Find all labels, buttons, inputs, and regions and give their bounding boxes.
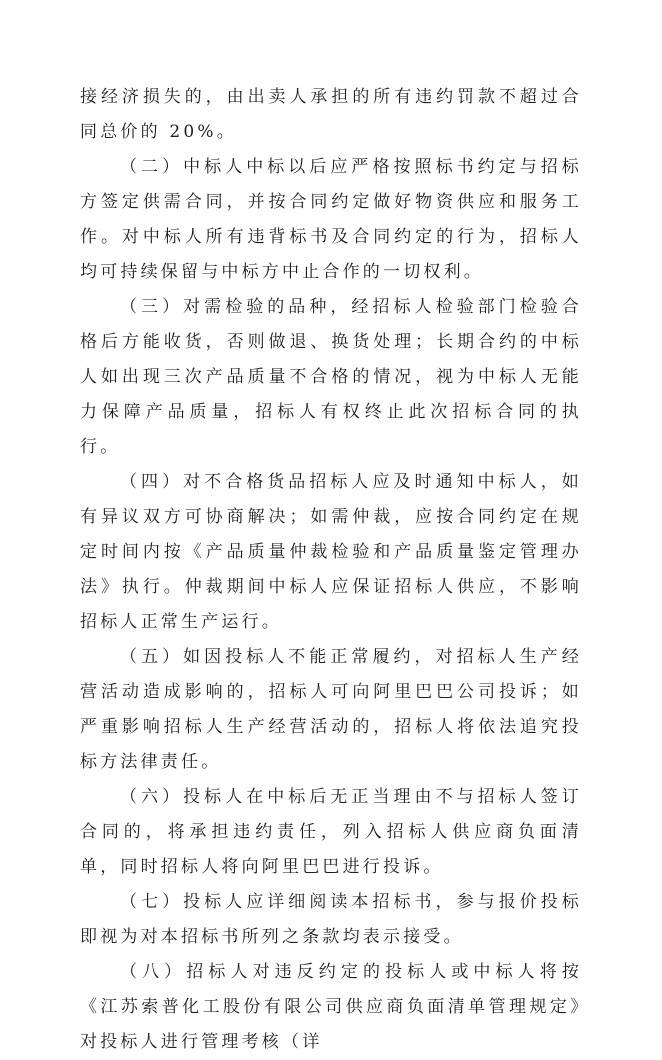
paragraph-clause-7: （七）投标人应详细阅读本招标书，参与报价投标即视为对本招标书所列之条款均表示接受。	[80, 892, 582, 947]
paragraph-clause-6: （六）投标人在中标后无正当理由不与招标人签订合同的，将承担违约责任，列入招标人供应商负面清单，同时招标人将向阿里巴巴进行投诉。	[80, 787, 582, 877]
paragraph-clause-4: （四）对不合格货品招标人应及时通知中标人，如有异议双方可协商解决；如需仲裁，应按合同约定在规定时间内按《产品质量仲裁检验和产品质量鉴定管理办法》执行。仲裁期间中标人应保证招标人供应，不影响招标人正常生产运行。	[80, 472, 582, 632]
document-page	[80, 80, 582, 1060]
paragraph-clause-2: （二）中标人中标以后应严格按照标书约定与招标方签定供需合同，并按合同约定做好物资供应和服务工作。对中标人所有违背标书及合同约定的行为，招标人均可持续保留与中标方中止合作的一切权利。	[80, 157, 582, 282]
paragraph-continuation: 接经济损失的，由出卖人承担的所有违约罚款不超过合同总价的 20%。	[80, 87, 582, 142]
paragraph-clause-3: （三）对需检验的品种，经招标人检验部门检验合格后方能收货，否则做退、换货处理；长期合约的中标人如出现三次产品质量不合格的情况，视为中标人无能力保障产品质量，招标人有权终止此次招标合同的执行。	[80, 297, 582, 457]
paragraph-clause-8: （八）招标人对违反约定的投标人或中标人将按《江苏索普化工股份有限公司供应商负面清单管理规定》对投标人进行管理考核（详	[80, 962, 582, 1052]
paragraph-clause-5: （五）如因投标人不能正常履约，对招标人生产经营活动造成影响的，招标人可向阿里巴巴公司投诉；如严重影响招标人生产经营活动的，招标人将依法追究投标方法律责任。	[80, 647, 582, 772]
